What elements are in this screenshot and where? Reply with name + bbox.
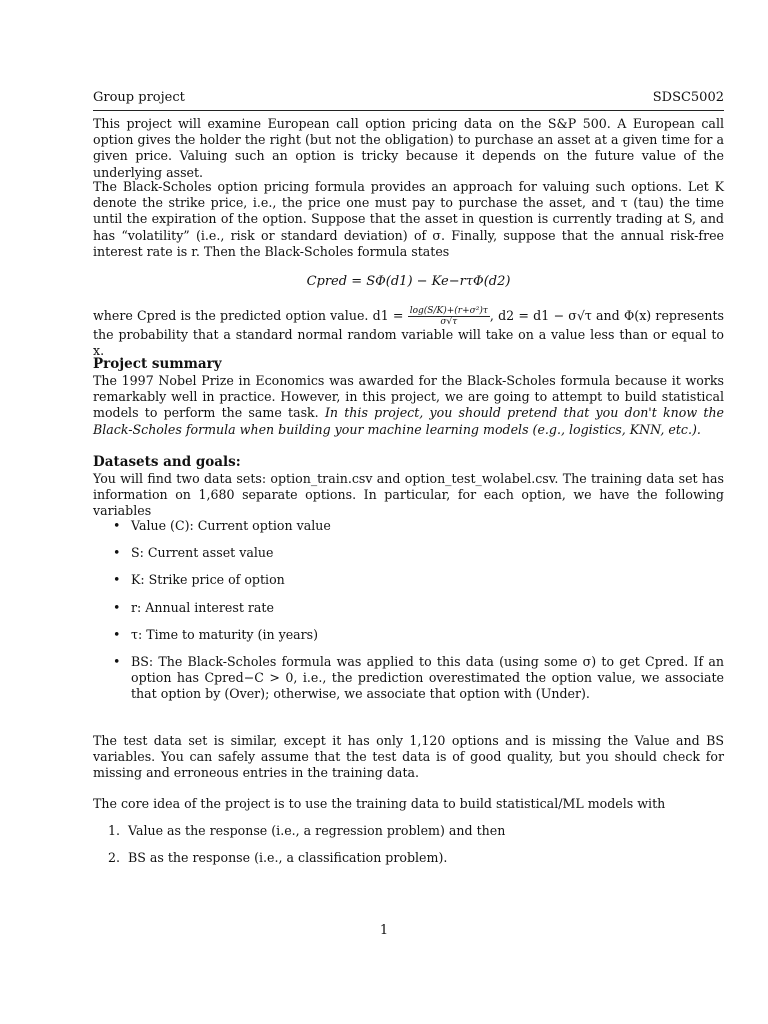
list-number: 1. (108, 823, 121, 838)
d1-numerator: log(S/K)+(r+σ²)τ (409, 306, 488, 316)
where-text-2: , d2 = d1 − σ√τ and Φ(x) represents the probability that a standard normal random variable will take on a value less than or equal to x. (93, 308, 724, 359)
bullet-icon: • (113, 545, 121, 561)
bullet-icon: • (113, 599, 121, 615)
d1-denominator: σ√τ (440, 317, 458, 327)
bullet-icon: • (113, 626, 121, 642)
list-item: • Value (C): Current option value (113, 518, 331, 533)
list-item: 1. Value as the response (i.e., a regression problem) and then (108, 823, 506, 838)
list-item: • r: Annual interest rate (113, 599, 274, 615)
bullet-icon: • (113, 654, 121, 670)
header-right: SDSC5002 (652, 90, 724, 105)
project-summary-italic: In this project, you should pretend that you don't know the Black-Scholes formula when building your machine learning models (e.g., logistics, KNN, etc.). (93, 405, 725, 437)
project-summary-paragraph (93, 373, 724, 438)
where-paragraph (93, 306, 724, 359)
list-item: • τ: Time to maturity (in years) (113, 626, 319, 642)
core-idea-paragraph: The core idea of the project is to use the training data to build statistical/ML models with (93, 796, 666, 811)
black-scholes-formula: Cpred = SΦ(d1) − Ke−rτΦ(d2) (306, 274, 511, 289)
project-summary-heading: Project summary (93, 356, 222, 372)
datasets-paragraph: You will find two data sets: option_train.csv and option_test_wolabel.csv. The training data set has information on 1,680 separate options. In particular, for each option, we have the following variables (93, 471, 724, 519)
page-number: 1 (379, 923, 389, 938)
list-item: • S: Current asset value (113, 545, 274, 561)
list-item: 2. BS as the response (i.e., a classification problem). (108, 850, 448, 866)
bullet-icon: • (113, 572, 121, 588)
test-data-paragraph: The test data set is similar, except it has only 1,120 options and is missing the Value and BS variables. You can safely assume that the test data is of good quality, but you should check for missing and erroneous entries in the training data. (93, 733, 724, 781)
intro-paragraph: This project will examine European call option pricing data on the S&P 500. A European call option gives the holder the right (but not the obligation) to purchase an asset at a given time for a given price. Valuing such an option is tricky because it depends on the future value of the underlying asset. (93, 116, 724, 180)
variables-list (113, 518, 724, 714)
bullet-icon: • (113, 518, 121, 533)
project-summary-text: The 1997 Nobel Prize in Economics was awarded for the Black-Scholes formula because it works remarkably well in practice. However, in this project, we are going to attempt to build statistical models to perform the same task. (93, 373, 724, 421)
goals-list (108, 823, 708, 877)
black-scholes-paragraph: The Black-Scholes option pricing formula provides an approach for valuing such options. Let K denote the strike price, i.e., the price one must pay to purchase the asset, and τ (tau) the time until the expiration of the option. Suppose that the asset in question is currently trading at S, and has “volatility” (i.e., risk or standard deviation) of σ. Finally, suppose that the annual risk-free interest rate is r. Then the Black-Scholes formula states (93, 179, 724, 259)
header-rule (93, 110, 724, 111)
list-item: • BS: The Black-Scholes formula was applied to this data (using some σ) to get Cpred. If an option has Cpred−C > 0, i.e., the prediction overestimated the option value, we associate that option by (Over); otherwise, we associate that option with (Under). (113, 654, 724, 702)
datasets-heading: Datasets and goals: (93, 454, 241, 470)
where-text-1: where Cpred is the predicted option value. d1 = (93, 308, 404, 323)
header-left: Group project (93, 90, 185, 105)
list-item: • K: Strike price of option (113, 572, 285, 588)
list-number: 2. (108, 850, 121, 866)
d1-fraction (408, 306, 490, 327)
